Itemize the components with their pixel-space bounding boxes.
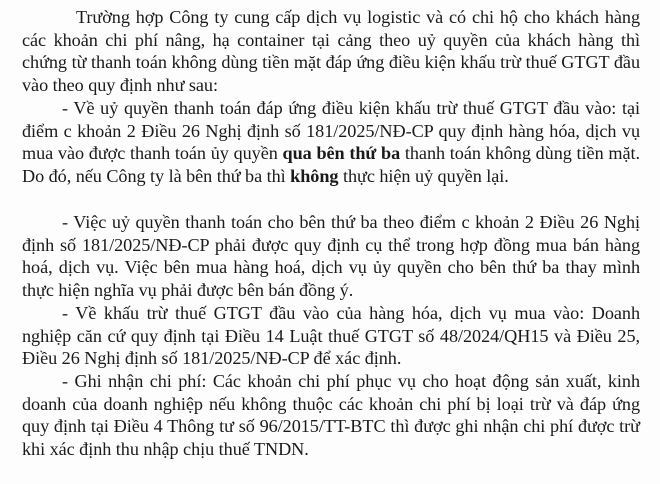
page-bottom-fade (0, 474, 660, 484)
paragraph-expense-recognition: - Ghi nhận chi phí: Các khoản chi phí phục vụ cho hoạt động sản xuất, kinh doanh của doanh nghiệp nếu không thuộc các khoản chi phí bị loại trừ và đáp ứng quy định tại Điều 4 Thông tư số 96/2015/TT-BTC thì được ghi nhận chi phí được trừ khi xác định thu nhập chịu thuế TNDN. (22, 371, 640, 459)
bold-phrase-third-party: qua bên thứ ba (282, 143, 401, 164)
paragraph-text-segment: thực hiện uỷ quyền lại. (338, 165, 509, 186)
paragraph-intro: Trường hợp Công ty cung cấp dịch vụ logistic và có chi hộ cho khách hàng các khoản chi phí nâng, hạ container tại cảng theo uỷ quyền của khách hàng thì chứng từ thanh toán không dùng tiền mặt đáp ứng điều kiện khấu trừ thuế GTGT đầu vào theo quy định như sau: (22, 7, 640, 95)
paragraph-payment-authorization (22, 97, 640, 187)
paragraph-vat-deduction: - Về khấu trừ thuế GTGT đầu vào của hàng hóa, dịch vụ mua vào: Doanh nghiệp căn cứ quy định tại Điều 14 Luật thuế GTGT số 48/2024/QH15 và Điều 25, Điều 26 Nghị định số 181/2025/NĐ-CP để xác định. (22, 303, 640, 369)
paragraph-text-segment: thanh toán không dùng tiền mặt. Do đó, nếu Công ty là bên thứ ba thì (22, 143, 640, 186)
bold-word-not: không (290, 165, 339, 186)
paragraph-third-party-contract: - Việc uỷ quyền thanh toán cho bên thứ ba theo điểm c khoản 2 Điều 26 Nghị định số 181/2025/NĐ-CP phải được quy định cụ thể trong hợp đồng mua bán hàng hoá, dịch vụ. Việc bên mua hàng hoá, dịch vụ ủy quyền cho bên thứ ba thay mình thực hiện nghĩa vụ phải được bên bán đồng ý. (22, 212, 640, 300)
paragraph-text-segment: - Về uỷ quyền thanh toán đáp ứng điều kiện khấu trừ thuế GTGT đầu vào: tại điểm c khoản 2 Điều 26 Nghị định số 181/2025/NĐ-CP quy định hàng hóa, dịch vụ mua vào được thanh toán ủy quyền (22, 98, 640, 164)
